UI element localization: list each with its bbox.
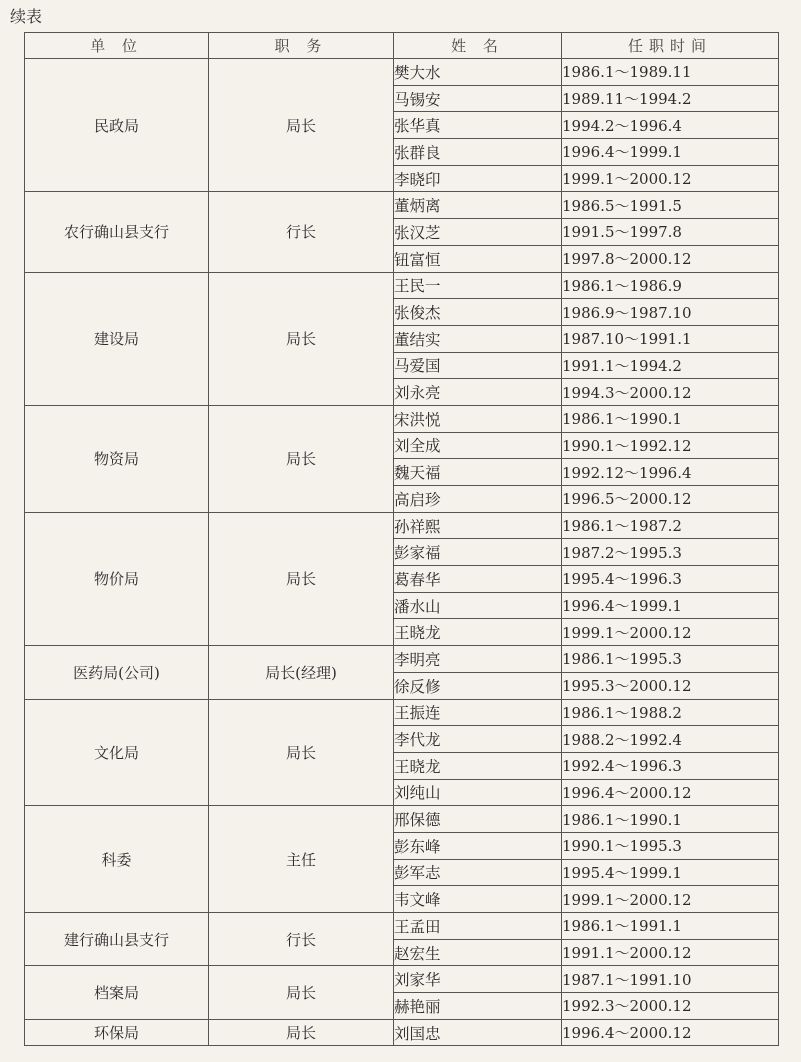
name-cell: 徐反修 (394, 672, 562, 699)
name-cell: 马锡安 (394, 85, 562, 112)
term-cell: 1995.3～2000.12 (562, 672, 779, 699)
name-cell: 刘永亮 (394, 379, 562, 406)
term-cell: 1992.4～1996.3 (562, 752, 779, 779)
table-row (25, 646, 779, 673)
post-cell: 局长 (209, 1019, 394, 1046)
name-cell: 王振连 (394, 699, 562, 726)
post-cell: 局长(经理) (209, 646, 394, 699)
table-row (25, 913, 779, 940)
term-cell: 1987.1～1991.10 (562, 966, 779, 993)
term-cell: 1988.2～1992.4 (562, 726, 779, 753)
term-cell: 1999.1～2000.12 (562, 165, 779, 192)
header-row (25, 33, 779, 59)
name-cell: 宋洪悦 (394, 405, 562, 432)
name-cell: 张俊杰 (394, 299, 562, 326)
table-row (25, 59, 779, 86)
term-cell: 1996.4～1999.1 (562, 139, 779, 166)
term-cell: 1990.1～1992.12 (562, 432, 779, 459)
post-cell: 局长 (209, 59, 394, 192)
name-cell: 张群良 (394, 139, 562, 166)
term-cell: 1986.5～1991.5 (562, 192, 779, 219)
table-row (25, 192, 779, 219)
name-cell: 魏天福 (394, 459, 562, 486)
table-row (25, 699, 779, 726)
term-cell: 1996.4～1999.1 (562, 592, 779, 619)
unit-cell: 文化局 (25, 699, 209, 806)
header-unit: 单 位 (25, 33, 209, 59)
name-cell: 樊大水 (394, 59, 562, 86)
unit-cell: 物资局 (25, 405, 209, 512)
name-cell: 彭东峰 (394, 832, 562, 859)
post-cell: 局长 (209, 272, 394, 405)
name-cell: 钮富恒 (394, 245, 562, 272)
term-cell: 1986.1～1986.9 (562, 272, 779, 299)
term-cell: 1999.1～2000.12 (562, 886, 779, 913)
post-cell: 局长 (209, 405, 394, 512)
term-cell: 1986.9～1987.10 (562, 299, 779, 326)
name-cell: 韦文峰 (394, 886, 562, 913)
term-cell: 1996.4～2000.12 (562, 779, 779, 806)
name-cell: 王晓龙 (394, 752, 562, 779)
name-cell: 张华真 (394, 112, 562, 139)
term-cell: 1995.4～1996.3 (562, 566, 779, 593)
name-cell: 王民一 (394, 272, 562, 299)
name-cell: 潘水山 (394, 592, 562, 619)
name-cell: 葛春华 (394, 566, 562, 593)
post-cell: 主任 (209, 806, 394, 913)
term-cell: 1986.1～1991.1 (562, 913, 779, 940)
unit-cell: 建设局 (25, 272, 209, 405)
term-cell: 1991.1～2000.12 (562, 939, 779, 966)
name-cell: 赵宏生 (394, 939, 562, 966)
table-row (25, 806, 779, 833)
term-cell: 1997.8～2000.12 (562, 245, 779, 272)
post-cell: 局长 (209, 512, 394, 645)
name-cell: 邢保德 (394, 806, 562, 833)
name-cell: 李代龙 (394, 726, 562, 753)
unit-cell: 建行确山县支行 (25, 913, 209, 966)
name-cell: 孙祥熙 (394, 512, 562, 539)
table-row (25, 512, 779, 539)
table-row (25, 405, 779, 432)
unit-cell: 档案局 (25, 966, 209, 1019)
term-cell: 1990.1～1995.3 (562, 832, 779, 859)
table-caption: 续表 (10, 7, 43, 26)
term-cell: 1986.1～1995.3 (562, 646, 779, 673)
post-cell: 行长 (209, 192, 394, 272)
term-cell: 1994.2～1996.4 (562, 112, 779, 139)
term-cell: 1989.11～1994.2 (562, 85, 779, 112)
name-cell: 董炳离 (394, 192, 562, 219)
unit-cell: 民政局 (25, 59, 209, 192)
unit-cell: 农行确山县支行 (25, 192, 209, 272)
post-cell: 局长 (209, 699, 394, 806)
name-cell: 李晓印 (394, 165, 562, 192)
term-cell: 1996.4～2000.12 (562, 1019, 779, 1046)
term-cell: 1999.1～2000.12 (562, 619, 779, 646)
unit-cell: 科委 (25, 806, 209, 913)
header-post: 职 务 (209, 33, 394, 59)
name-cell: 马爱国 (394, 352, 562, 379)
name-cell: 李明亮 (394, 646, 562, 673)
post-cell: 行长 (209, 913, 394, 966)
term-cell: 1987.2～1995.3 (562, 539, 779, 566)
name-cell: 高启珍 (394, 486, 562, 513)
name-cell: 董结实 (394, 325, 562, 352)
unit-cell: 环保局 (25, 1019, 209, 1046)
term-cell: 1986.1～1989.11 (562, 59, 779, 86)
term-cell: 1986.1～1990.1 (562, 806, 779, 833)
term-cell: 1995.4～1999.1 (562, 859, 779, 886)
name-cell: 赫艳丽 (394, 993, 562, 1020)
name-cell: 刘国忠 (394, 1019, 562, 1046)
term-cell: 1987.10～1991.1 (562, 325, 779, 352)
term-cell: 1991.5～1997.8 (562, 219, 779, 246)
name-cell: 刘家华 (394, 966, 562, 993)
name-cell: 彭军志 (394, 859, 562, 886)
term-cell: 1986.1～1987.2 (562, 512, 779, 539)
table-row (25, 272, 779, 299)
term-cell: 1992.12～1996.4 (562, 459, 779, 486)
name-cell: 王孟田 (394, 913, 562, 940)
personnel-table (24, 32, 779, 1046)
name-cell: 彭家福 (394, 539, 562, 566)
table-row (25, 1019, 779, 1046)
unit-cell: 物价局 (25, 512, 209, 645)
post-cell: 局长 (209, 966, 394, 1019)
unit-cell: 医药局(公司) (25, 646, 209, 699)
term-cell: 1986.1～1988.2 (562, 699, 779, 726)
term-cell: 1994.3～2000.12 (562, 379, 779, 406)
term-cell: 1991.1～1994.2 (562, 352, 779, 379)
name-cell: 刘全成 (394, 432, 562, 459)
term-cell: 1996.5～2000.12 (562, 486, 779, 513)
term-cell: 1992.3～2000.12 (562, 993, 779, 1020)
table-body (25, 59, 779, 1046)
term-cell: 1986.1～1990.1 (562, 405, 779, 432)
table-row (25, 966, 779, 993)
name-cell: 刘纯山 (394, 779, 562, 806)
name-cell: 王晓龙 (394, 619, 562, 646)
header-term: 任职时间 (562, 33, 779, 59)
header-name: 姓 名 (394, 33, 562, 59)
name-cell: 张汉芝 (394, 219, 562, 246)
